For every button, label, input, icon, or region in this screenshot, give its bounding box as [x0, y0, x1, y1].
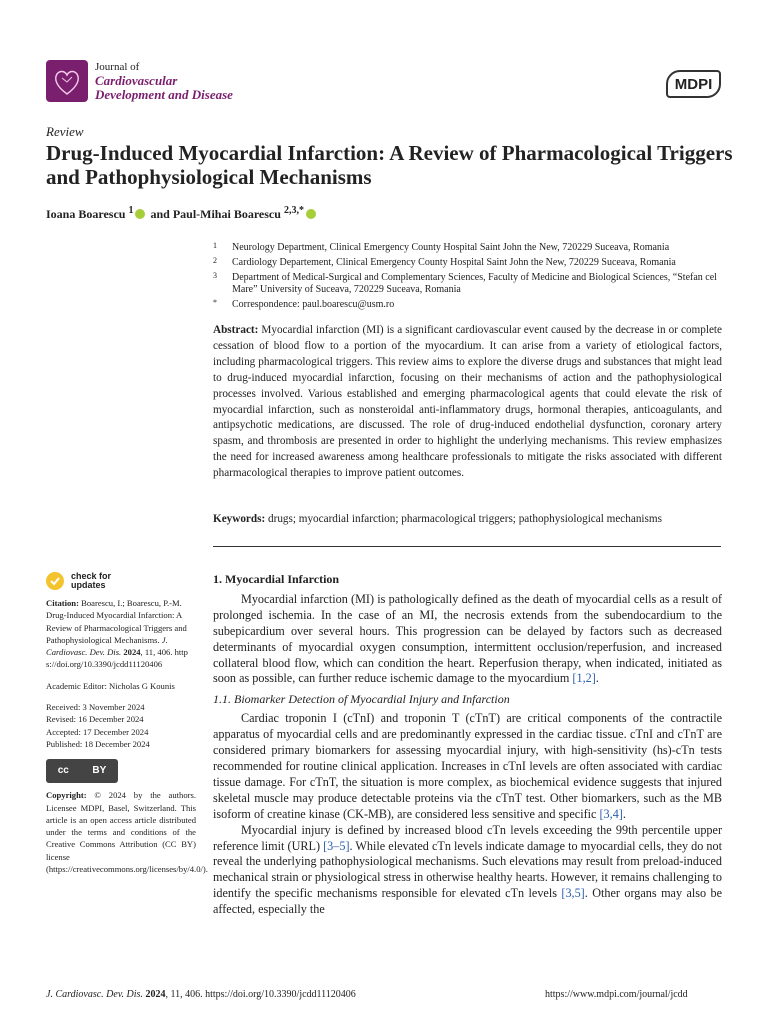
citation-volume: , 11, 406. [140, 647, 173, 658]
footer-citation [46, 989, 356, 1000]
affiliation-text: Department of Medical-Surgical and Complementary Sciences, Faculty of Medicine and Biological Sciences, “Stefan cel Mare” University of Suceava, 720229 Suceava, Romania [232, 272, 717, 295]
reference-link[interactable]: [3,4] [599, 806, 623, 821]
paragraph: Cardiac troponin I (cTnI) and troponin T (cTnT) are critical components of the contractile apparatus of myocardial cells and are predominantly expressed in the cardiac tissue. cTnI and cTnT are considered primary biomarkers for assessing myocardial injury, with high-sensitivity (hs)-cTn tests recommended for routine clinical application. Increases in cTnI levels are often associated with cardiac tissue damage. For cTnT, the situation is more complex, as biochemical evidence suggests that injured skeletal muscle may produce detectable proteins via the cTnT test. Other biomarkers, such as the MB isoform of creatine kinase (CK-MB), are considered less sensitive and specific [3,4]. [213, 711, 722, 821]
article-title: Drug-Induced Myocardial Infarction: A Review of Pharmacological Triggers and Pathophysiological Mechanisms [46, 141, 733, 189]
citation-doi-link[interactable]: https://doi.org/10.3390/jcdd11120406 [46, 647, 188, 670]
paragraph-text: Cardiac troponin I (cTnI) and troponin T (cTnT) are critical components of the contractile apparatus of myocardial cells and are predominantly expressed in the cardiac tissue. cTnI and cTnT are considered primary biomarkers for assessing myocardial injury, with high-sensitivity (hs)-cTn tests recommended for routine clinical application. Increases in cTnI levels are often associated with cardiac tissue damage. For cTnT, the situation is more complex, as biochemical evidence suggests that injured skeletal muscle may produce detectable proteins via the cTnT test. Other biomarkers, such as the MB isoform of creatine kinase (CK-MB), are considered less sensitive and specific [213, 711, 722, 821]
sidebar [46, 597, 208, 884]
affiliation-item [213, 272, 733, 296]
main-body [213, 572, 722, 918]
citation-journal: J. Cardiovasc. Dev. Dis. [46, 634, 168, 658]
cc-label: cc [57, 765, 69, 777]
date-revised: Revised: 16 December 2024 [46, 714, 144, 725]
orcid-icon[interactable] [135, 209, 145, 219]
check-line1: check for [71, 571, 112, 582]
copyright-label: Copyright: [46, 790, 87, 801]
paragraph-text: . Other organs may also be affected, especially the [213, 886, 723, 917]
author-affil-sup: 2,3,* [283, 205, 304, 216]
citation-text: Boarescu, I.; Boarescu, P.-M. Drug-Induced Myocardial Infarction: A Review of Pharmacological Triggers and Pathophysiological Mechanisms. [46, 598, 187, 645]
academic-editor: Academic Editor: Nicholas G Kounis [46, 680, 175, 691]
correspondence-text[interactable]: Correspondence: paul.boarescu@usm.ro [232, 299, 395, 310]
journal-logo [46, 60, 88, 102]
affiliation-item [213, 257, 733, 269]
check-for-updates-label [71, 572, 111, 590]
orcid-icon[interactable] [306, 209, 316, 219]
keywords-text: drugs; myocardial infarction; pharmacological triggers; pathophysiological mechanisms [268, 513, 662, 525]
paragraph-text: . While elevated cTn levels indicate damage to myocardial cells, they do not reveal the underlying pathophysiological mechanisms. Such elevations may result from preload-induced mechanical strain or physiological stress in otherwise healthy hearts. However, it remains challenging to identify the specific mechanisms responsible for elevated cTn levels [213, 838, 722, 901]
author-name[interactable]: Paul-Mihai Boarescu [172, 207, 281, 221]
abstract-text: Myocardial infarction (MI) is a significant cardiovascular event caused by the decrease in or complete cessation of blood flow to a portion of the myocardium. It can arise from a variety of etiological factors, including pharmacological triggers. This review aims to explore the diverse drugs and substances that might lead to drug-induced myocardial infarction, focusing on their mechanisms of action and the pathophysiological processes involved. Various established and emerging pharmacological agents that could elevate the risk of myocardial infarction, such as nonsteroidal anti-inflammatory drugs, hormonal therapies, anticoagulants, and antipsychotic medications, are discussed. The role of drug-induced endothelial dysfunction, coronary artery spasm, and thrombosis are presented in order to highlight the underlying mechanisms. This review emphasizes the need for increased awareness among healthcare professionals to mitigate the risks associated with different pharmacological therapies to improve patient outcomes. [213, 324, 723, 480]
footer-journal: J. Cardiovasc. Dev. Dis. [46, 989, 143, 1000]
date-accepted: Accepted: 17 December 2024 [46, 726, 149, 737]
journal-name-line2: Development and Disease [95, 87, 233, 102]
footer-journal-url[interactable]: https://www.mdpi.com/journal/jcdd [545, 989, 688, 1000]
paragraph [213, 823, 722, 918]
abstract-label: Abstract: [213, 324, 259, 336]
cc-by-license-badge[interactable] [46, 759, 118, 783]
keywords-label: Keywords: [213, 513, 266, 525]
article-type: Review [46, 124, 84, 139]
copyright-text: © 2024 by the authors. Licensee MDPI, Basel, Switzerland. This article is an open access article distributed under the terms and conditions of the Creative Commons Attribution (CC BY) license (https://creativecommons.org/licenses/by/4.0/). [46, 790, 208, 875]
author-affil-sup: 1 [128, 205, 134, 216]
affiliation-num: 3 [213, 271, 217, 280]
paragraph-text: Myocardial injury is defined by increased blood cTn levels exceeding the 99th percentile upper reference limit (URL) [213, 822, 722, 853]
keywords [213, 513, 722, 525]
abstract [213, 323, 722, 482]
section-heading: 1. Myocardial Infarction [213, 572, 340, 586]
paragraph: Myocardial infarction (MI) is pathologically defined as the death of myocardial cells as a result of prolonged ischemia. In the case of an MI, the necrosis extends from the subendocardium to the subepicardium over several hours. This progression can be delayed by factors such as decreased determinants of myocardial oxygen consumption, intermittent occlusion/reperfusion, and increased collateral blood flow, which can condition the heart. Reperfusion therapy, when indicated, initiated as soon as possible, can further reduce ischemic damage to the myocardium [1,2]. [213, 591, 722, 686]
check-for-updates-icon [46, 572, 64, 590]
date-received: Received: 3 November 2024 [46, 702, 145, 713]
reference-link[interactable]: [3–5] [323, 838, 350, 853]
footer-year: 2024 [145, 989, 166, 1000]
footer-doi[interactable]: , 11, 406. https://doi.org/10.3390/jcdd11120406 [165, 989, 356, 1000]
journal-of-label: Journal of [95, 61, 140, 73]
mdpi-logo[interactable]: MDPI [666, 70, 721, 98]
date-published: Published: 18 December 2024 [46, 738, 150, 749]
journal-name-line1: Cardiovascular [95, 73, 178, 88]
author-join: and [150, 207, 170, 221]
copyright [46, 789, 208, 875]
citation-label: Citation: [46, 598, 79, 608]
paragraph-text: Myocardial infarction (MI) is pathologically defined as the death of myocardial cells as a result of prolonged ischemia. In the case of an MI, the necrosis extends from the subendocardium to the subepicardium over several hours. This progression can be delayed by factors such as decreased determinants of myocardial oxygen consumption, intermittent occlusion/reperfusion, and increased collateral blood flow, which can condition the heart. Reperfusion therapy, when indicated, initiated as soon as possible, can further reduce ischemic damage to the myocardium [213, 591, 722, 686]
subsection-heading: 1.1. Biomarker Detection of Myocardial Injury and Infarction [213, 692, 510, 707]
affiliation-item [213, 242, 733, 254]
heart-icon [46, 60, 88, 102]
affiliation-text: Neurology Department, Clinical Emergency County Hospital Saint John the New, 720229 Suceava, Romania [232, 242, 670, 253]
citation-year: 2024 [123, 647, 141, 658]
affiliation-num: 1 [213, 241, 217, 250]
affiliation-text: Cardiology Departement, Clinical Emergency County Hospital Saint John the New, 720229 Suceava, Romania [232, 257, 676, 268]
affiliations [213, 242, 733, 314]
check-for-updates-button[interactable] [46, 572, 111, 590]
affiliation-num: * [213, 298, 217, 307]
author-line [46, 205, 318, 222]
reference-link[interactable]: [3,5] [561, 886, 585, 901]
reference-link[interactable]: [1,2] [572, 671, 596, 686]
affiliation-item [213, 299, 733, 311]
check-line2: updates [71, 580, 106, 591]
citation [46, 597, 196, 671]
divider [213, 546, 721, 547]
affiliation-num: 2 [213, 256, 217, 265]
author-name[interactable]: Ioana Boarescu [46, 207, 126, 221]
by-label: BY [92, 765, 107, 777]
